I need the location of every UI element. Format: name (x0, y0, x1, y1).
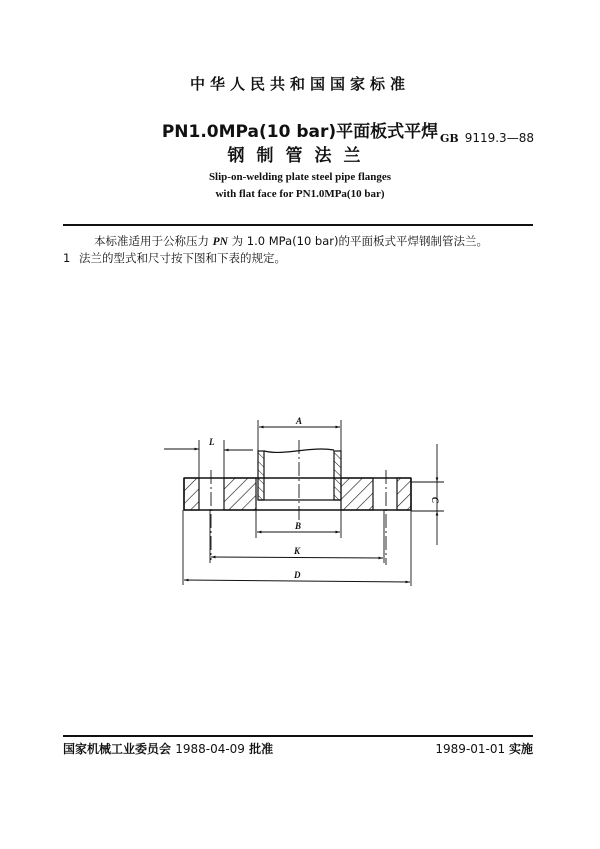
standard-code-number: 9119.3—88 (464, 131, 534, 145)
flange-section-left-inner (224, 478, 256, 510)
approved-label: 批准 (249, 742, 274, 756)
clause-number: 1 (63, 251, 71, 265)
standard-code-prefix: GB (440, 132, 459, 145)
label-K: K (294, 546, 301, 556)
effective-info (435, 740, 533, 757)
pipe-wall-left (258, 451, 264, 500)
intro-text-pre: 本标准适用于公称压力 (94, 234, 209, 248)
footer-divider (63, 735, 533, 737)
dimension-D (184, 580, 410, 582)
flange-section-right-outer (397, 478, 411, 510)
flange-section-left-outer (184, 478, 199, 510)
approved-date: 1988-04-09 (175, 742, 245, 756)
approval-info (63, 740, 273, 757)
document-title-line2: 钢制管法兰 (227, 146, 373, 166)
label-A: A (296, 416, 303, 426)
intro-text-post: 为 1.0 MPa(10 bar)的平面板式平焊钢制管法兰。 (231, 234, 488, 248)
flange-section-right-inner (341, 478, 373, 510)
label-B: B (295, 521, 302, 531)
clause-text: 法兰的型式和尺寸按下图和下表的规定。 (79, 251, 286, 265)
label-C: C (430, 497, 440, 504)
effective-label: 实施 (508, 742, 533, 756)
english-title-line1: Slip-on-welding plate steel pipe flanges (208, 171, 392, 183)
document-title-line1: PN1.0MPa(10 bar)平面板式平焊 (161, 122, 439, 142)
effective-date: 1989-01-01 (435, 742, 506, 756)
english-title-line2: with flat face for PN1.0MPa(10 bar) (215, 188, 385, 200)
standard-type-heading: 中华人民共和国国家标准 (189, 75, 410, 93)
issuer: 国家机械工业委员会 (63, 742, 172, 756)
label-L: L (209, 437, 215, 447)
label-D: D (294, 570, 301, 580)
pn-symbol: PN (212, 236, 228, 248)
pipe-wall-right (334, 451, 341, 500)
dimension-K (211, 557, 383, 558)
